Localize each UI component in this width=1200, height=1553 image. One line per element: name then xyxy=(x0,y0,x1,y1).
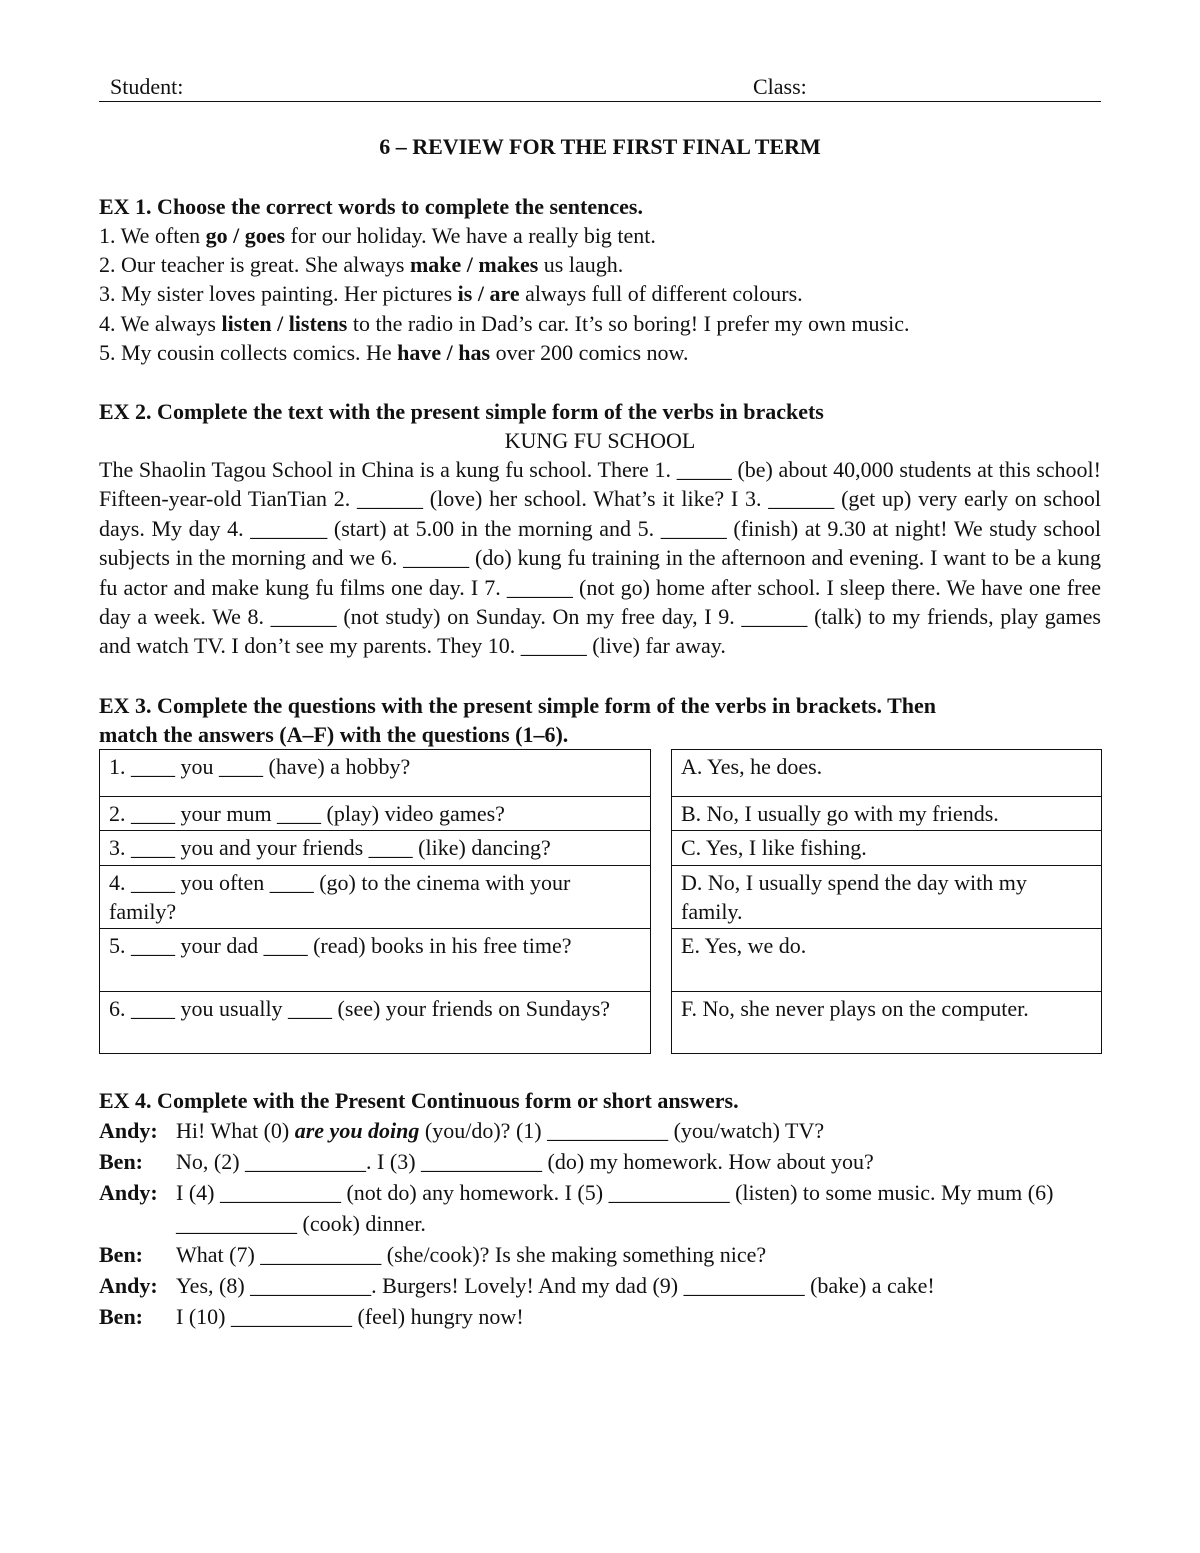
question-cell: 2. ____ your mum ____ (play) video games? xyxy=(100,796,651,830)
speaker-ben: Ben: xyxy=(99,1303,143,1329)
worksheet-page xyxy=(99,70,1101,1332)
question-cell: 3. ____ you and your friends ____ (like) dancing? xyxy=(100,830,651,865)
student-class-header xyxy=(99,70,1101,102)
ex1-item: 1. We often go / goes for our holiday. We have a really big tent. xyxy=(99,223,656,248)
ex1-item: 5. My cousin collects comics. He have / has over 200 comics now. xyxy=(99,339,689,365)
ex1-item: 2. Our teacher is great. She always make / makes us laugh. xyxy=(99,252,624,278)
exercise-2-text: The Shaolin Tagou School in China is a kung fu school. There 1. _____ (be) about 40,000 students at this school! Fifteen-year-old TianTian 2. ______ (love) her school. What’s it like? I 3. ______ (get up) very early on school days. My day 4. _______ (start) at 5.00 in the morning and 5. ______ (finish) at 9.30 at night! We study school subjects in the morning and we 6. ______ (do) kung fu training in the afternoon and evening. I want to be a kung fu actor and make kung fu films one day. I 7. ______ (not go) home after school. I sleep there. We have one free day a week. We 8. ______ (not study) on Sunday. On my free day, I 9. ______ (talk) to my friends, play games and watch TV. I don’t see my parents. They 10. ______ (live) far away. xyxy=(99,457,1101,659)
dialogue-line: Andy: I (4) ___________ (not do) any homework. I (5) ___________ (listen) to some music. My mum (6) ___________ (cook) dinner. xyxy=(99,1177,1101,1239)
answer-cell: A. Yes, he does. xyxy=(672,749,1102,796)
speaker-ben: Ben: xyxy=(99,1241,143,1267)
question-cell: 5. ____ your dad ____ (read) books in his free time? xyxy=(100,928,651,991)
dialogue-line: Ben: I (10) ___________ (feel) hungry now! xyxy=(99,1301,1101,1332)
exercise-4 xyxy=(99,1086,1101,1332)
exercise-1 xyxy=(99,192,1101,367)
class-label: Class: xyxy=(753,74,807,99)
exercise-3-heading-line2: match the answers (A–F) with the questions (1–6). xyxy=(99,721,569,747)
speaker-andy: Andy: xyxy=(99,1179,158,1205)
ex1-item: 3. My sister loves painting. Her pictures is / are always full of different colours. xyxy=(99,281,803,307)
answer-cell: E. Yes, we do. xyxy=(672,928,1102,991)
question-cell: 4. ____ you often ____ (go) to the cinema with your family? xyxy=(100,865,651,928)
exercise-2 xyxy=(99,397,1101,661)
speaker-ben: Ben: xyxy=(99,1148,143,1174)
exercise-3 xyxy=(99,691,1101,1054)
speaker-andy: Andy: xyxy=(99,1272,158,1298)
dialogue-line: Andy: Hi! What (0) are you doing (you/do)? (1) ___________ (you/watch) TV? xyxy=(99,1115,1101,1146)
answer-cell: B. No, I usually go with my friends. xyxy=(672,796,1102,830)
answer-cell: F. No, she never plays on the computer. xyxy=(672,991,1102,1053)
question-cell: 1. ____ you ____ (have) a hobby? xyxy=(100,749,651,796)
student-label: Student: xyxy=(110,74,184,99)
ex1-item: 4. We always listen / listens to the radio in Dad’s car. It’s so boring! I prefer my own music. xyxy=(99,310,910,336)
matching-tables xyxy=(99,749,1101,1054)
page-title: 6 – REVIEW FOR THE FIRST FINAL TERM xyxy=(379,134,821,159)
exercise-4-heading: EX 4. Complete with the Present Continuous form or short answers. xyxy=(99,1087,739,1113)
exercise-3-heading-line1: EX 3. Complete the questions with the present simple form of the verbs in brackets. Then xyxy=(99,692,936,718)
exercise-2-subtitle: KUNG FU SCHOOL xyxy=(504,428,696,454)
exercise-1-heading: EX 1. Choose the correct words to complete the sentences. xyxy=(99,194,643,219)
answer-cell: C. Yes, I like fishing. xyxy=(672,830,1102,865)
questions-table xyxy=(99,749,651,1054)
answers-table xyxy=(671,749,1102,1054)
speaker-andy: Andy: xyxy=(99,1117,158,1143)
dialogue-line: Ben: No, (2) ___________. I (3) ___________ (do) my homework. How about you? xyxy=(99,1146,1101,1177)
answer-cell: D. No, I usually spend the day with my family. xyxy=(672,865,1102,928)
dialogue-line: Ben: What (7) ___________ (she/cook)? Is she making something nice? xyxy=(99,1239,1101,1270)
exercise-2-heading: EX 2. Complete the text with the present simple form of the verbs in brackets xyxy=(99,399,824,425)
dialogue-line: Andy: Yes, (8) ___________. Burgers! Lovely! And my dad (9) ___________ (bake) a cake! xyxy=(99,1270,1101,1301)
question-cell: 6. ____ you usually ____ (see) your friends on Sundays? xyxy=(100,991,651,1053)
